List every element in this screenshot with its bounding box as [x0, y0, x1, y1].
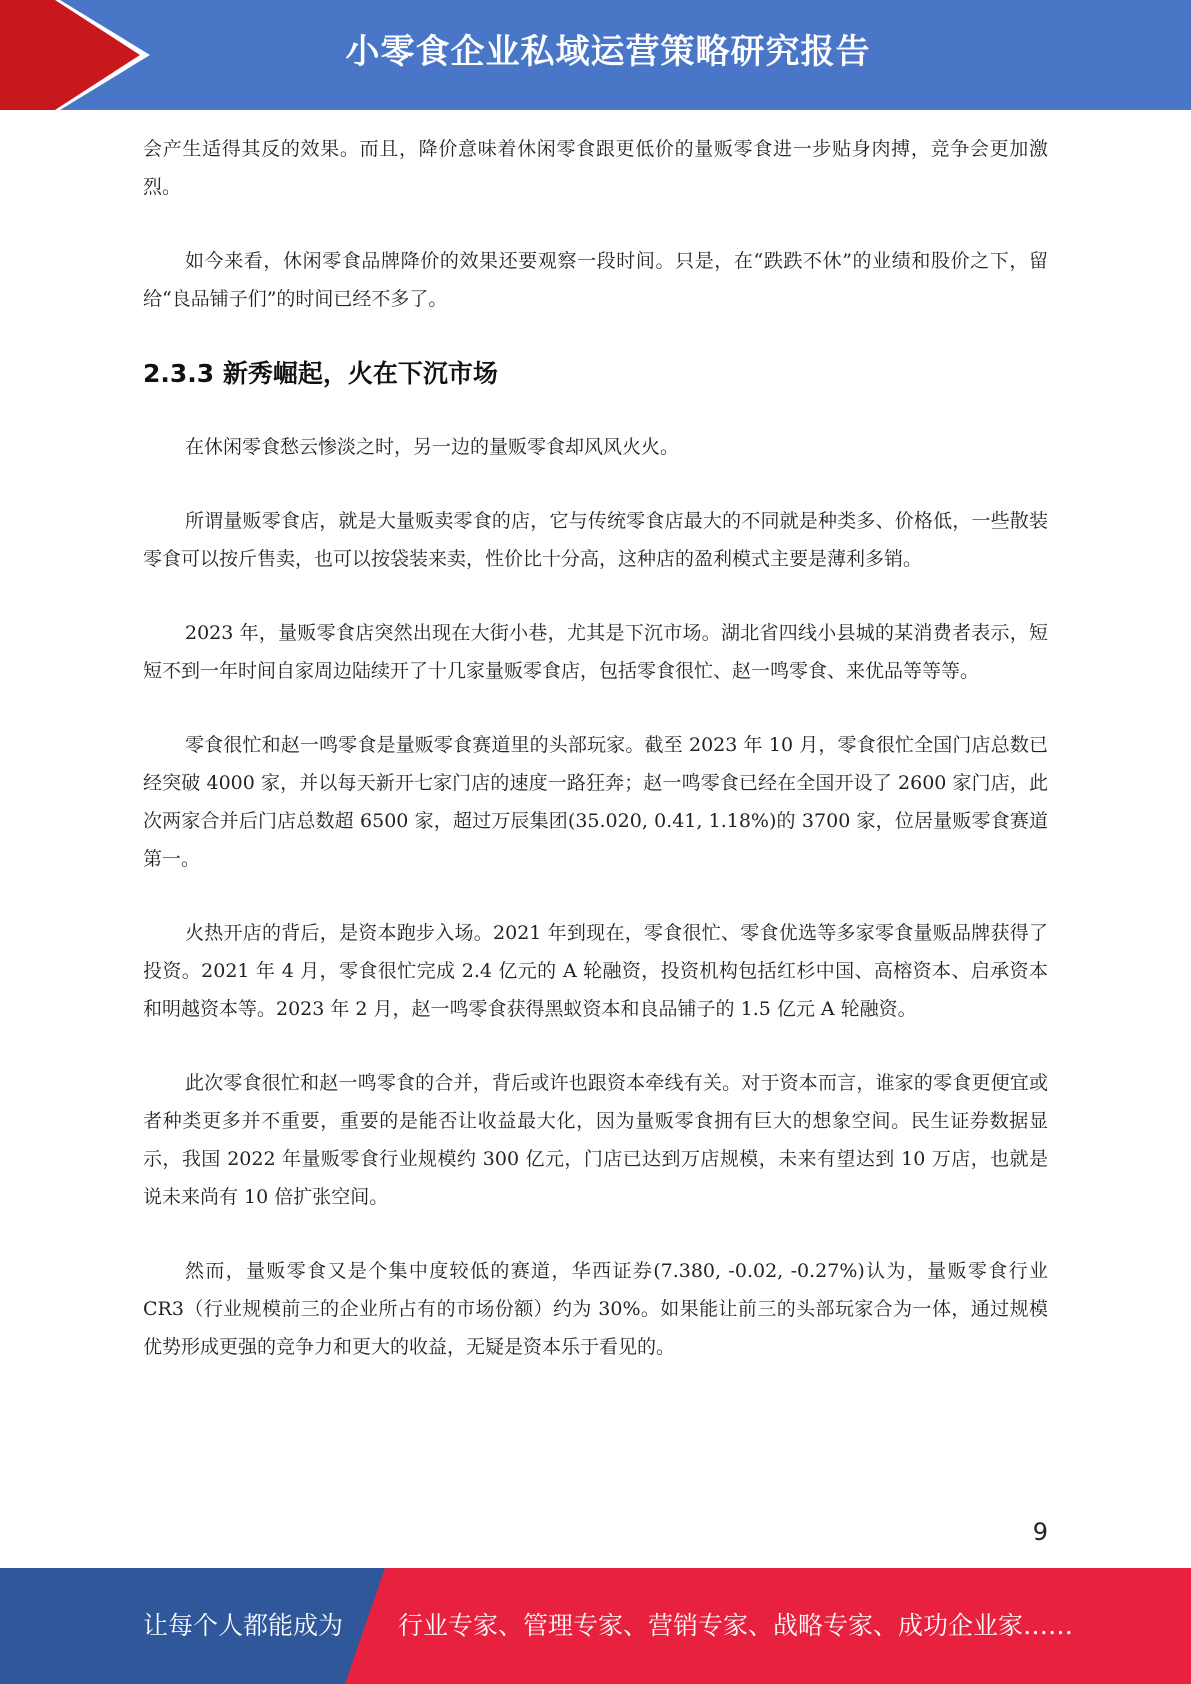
paragraph: 会产生适得其反的效果。而且，降价意味着休闲零食跟更低价的量贩零食进一步贴身肉搏，竞争会更加激烈。 — [143, 138, 1048, 198]
paragraph: 火热开店的背后，是资本跑步入场。2021 年到现在，零食很忙、零食优选等多家零食量贩品牌获得了投资。2021 年 4 月，零食很忙完成 2.4 亿元的 A 轮融资，投资机构包括红杉中国、高榕资本、启承资本和明越资本等。2023 年 2 月，赵一鸣零食获得黑蚁资本和良品铺子的 1.5 亿元 A 轮融资。 — [143, 922, 1048, 1020]
page-footer — [0, 1568, 1191, 1684]
paragraph: 2023 年，量贩零食店突然出现在大街小巷，尤其是下沉市场。湖北省四线小县城的某消费者表示，短短不到一年时间自家周边陆续开了十几家量贩零食店，包括零食很忙、赵一鸣零食、来优品等等等。 — [143, 622, 1048, 682]
paragraph: 所谓量贩零食店，就是大量贩卖零食的店，它与传统零食店最大的不同就是种类多、价格低，一些散装零食可以按斤售卖，也可以按袋装来卖，性价比十分高，这种店的盈利模式主要是薄利多销。 — [143, 510, 1048, 570]
page-header — [0, 0, 1191, 110]
footer-slogan-right: 行业专家、管理专家、营销专家、战略专家、成功企业家…… — [398, 1611, 1074, 1640]
paragraph: 零食很忙和赵一鸣零食是量贩零食赛道里的头部玩家。截至 2023 年 10 月，零食很忙全国门店总数已经突破 4000 家，并以每天新开七家门店的速度一路狂奔；赵一鸣零食已经在全国开设了 2600 家门店，此次两家合并后门店总数超 6500 家，超过万辰集团(35.020, 0.41, 1.18%)的 3700 家，位居量贩零食赛道第一。 — [143, 734, 1048, 870]
page-number: 9 — [1032, 1518, 1048, 1546]
paragraph: 在休闲零食愁云惨淡之时，另一边的量贩零食却风风火火。 — [185, 436, 680, 458]
paragraph: 然而，量贩零食又是个集中度较低的赛道，华西证券(7.380, -0.02, -0.27%)认为，量贩零食行业 CR3（行业规模前三的企业所占有的市场份额）约为 30%。如果能让前三的头部玩家合为一体，通过规模优势形成更强的竞争力和更大的收益，无疑是资本乐于看见的。 — [143, 1260, 1048, 1358]
section-heading: 2.3.3 新秀崛起，火在下沉市场 — [143, 359, 498, 388]
paragraph: 此次零食很忙和赵一鸣零食的合并，背后或许也跟资本牵线有关。对于资本而言，谁家的零食更便宜或者种类更多并不重要，重要的是能否让收益最大化，因为量贩零食拥有巨大的想象空间。民生证券数据显示，我国 2022 年量贩零食行业规模约 300 亿元，门店已达到万店规模，未来有望达到 10 万店，也就是说未来尚有 10 倍扩张空间。 — [143, 1072, 1048, 1208]
footer-slogan-left: 让每个人都能成为 — [143, 1611, 344, 1640]
report-title: 小零食企业私域运营策略研究报告 — [345, 32, 871, 72]
paragraph: 如今来看，休闲零食品牌降价的效果还要观察一段时间。只是，在“跌跌不休”的业绩和股价之下，留给“良品铺子们”的时间已经不多了。 — [143, 250, 1048, 310]
page-content — [143, 130, 1048, 1402]
